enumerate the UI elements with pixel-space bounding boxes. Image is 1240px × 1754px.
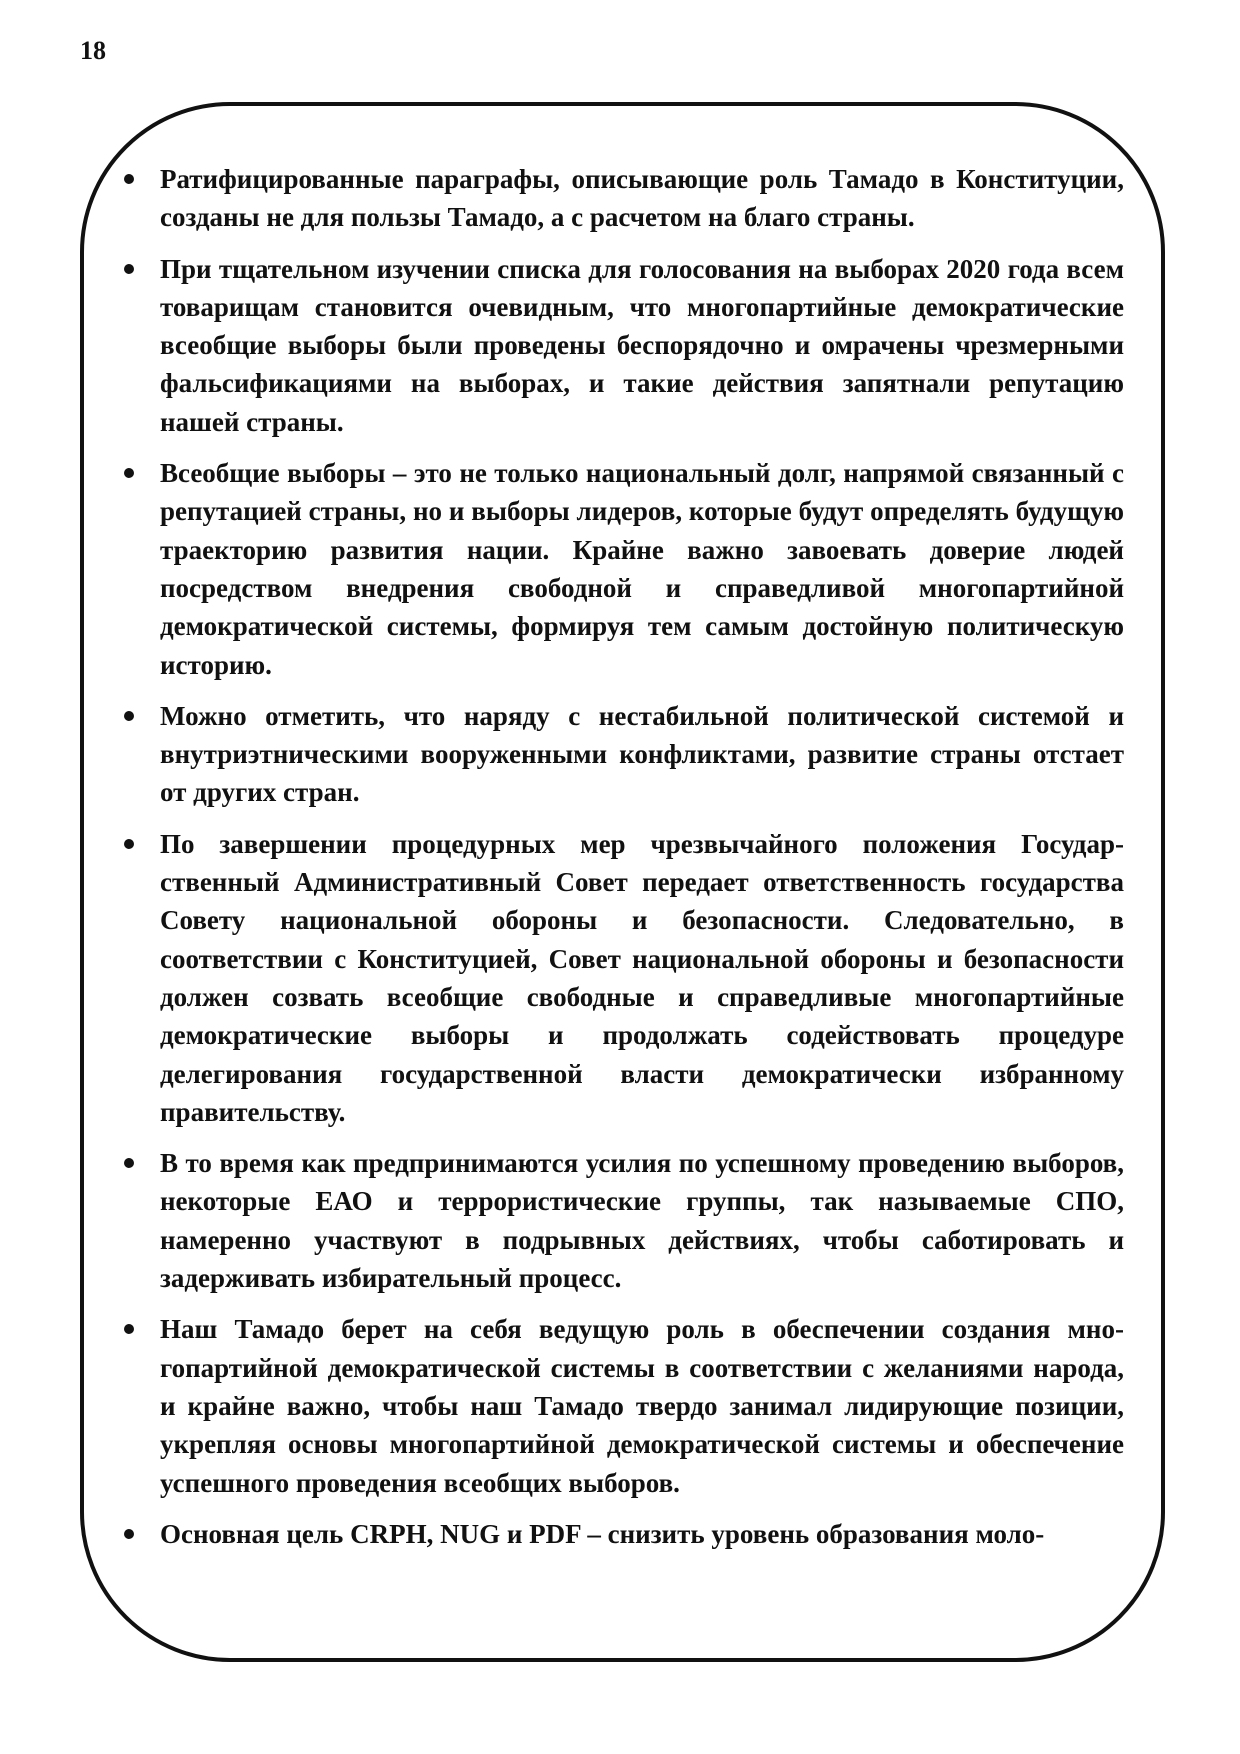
bullet-dot-icon xyxy=(124,264,134,274)
bullet-text: По завершении процедурных мер чрезвычайного положения Государственный Административный Совет передает ответственность государства Совету национальной обороны и безопасности. Следовательно, в соответствии с Конституцией, Совет национальной обороны и безопасности должен созвать всеобщие свободные и справедливые многопартийные демократические выборы и продолжать содействовать процедуре делегирования государственной власти демократически избранному правительству. xyxy=(160,828,1124,1127)
bullet-list xyxy=(124,160,1124,1566)
bullet-dot-icon xyxy=(124,174,134,184)
bullet-dot-icon xyxy=(124,1324,134,1334)
bullet-item xyxy=(124,697,1124,812)
bullet-text: Основная цель CRPH, NUG и PDF – снизить уровень образования моло- xyxy=(160,1518,1045,1549)
bullet-item xyxy=(124,160,1124,237)
bullet-item xyxy=(124,825,1124,1131)
bullet-item xyxy=(124,454,1124,684)
bullet-dot-icon xyxy=(124,711,134,721)
bullet-dot-icon xyxy=(124,1529,134,1539)
bullet-item xyxy=(124,1515,1124,1553)
bullet-item xyxy=(124,250,1124,441)
bullet-text: Можно отметить, что наряду с нестабильной политической системой и внутриэтническими вооруженными конфликтами, развитие страны отстает от других стран. xyxy=(160,700,1124,808)
bullet-item xyxy=(124,1310,1124,1501)
bullet-dot-icon xyxy=(124,839,134,849)
bullet-dot-icon xyxy=(124,1158,134,1168)
bullet-text: Наш Тамадо берет на себя ведущую роль в обеспечении создания многопартийной демократической системы в соответствии с желаниями народа, и крайне важно, чтобы наш Тамадо твердо занимал лидирующие позиции, укрепляя основы многопартийной демократической системы и обеспечение успешного проведения всеобщих выборов. xyxy=(160,1314,1124,1498)
bullet-dot-icon xyxy=(124,468,134,478)
bullet-text: Ратифицированные параграфы, описывающие роль Тамадо в Конституции, созданы не для пользы Тамадо, а с расчетом на благо страны. xyxy=(160,164,1124,233)
page-number: 18 xyxy=(80,36,106,65)
bullet-text: При тщательном изучении списка для голосования на выборах 2020 года всем товарищам становится очевидным, что многопартийные демократические всеобщие выборы были проведены беспорядочно и омрачены чрезмерными фальсификациями на выборах, и такие действия запятнали репутацию нашей страны. xyxy=(160,253,1124,437)
bullet-text: Всеобщие выборы – это не только национальный долг, напрямой связанный с репутацией страны, но и выборы лидеров, которые будут определять будущую траекторию развития нации. Крайне важно завоевать доверие людей посредством внедрения свободной и справедливой многопартийной демократической системы, формируя тем самым достойную политическую историю. xyxy=(160,458,1124,680)
bullet-item xyxy=(124,1144,1124,1297)
bullet-text: В то время как предпринимаются усилия по успешному проведению выборов, некоторые ЕАО и террористические группы, так называемые СПО, намеренно участвуют в подрывных действиях, чтобы саботировать и задерживать избирательный процесс. xyxy=(160,1148,1124,1294)
